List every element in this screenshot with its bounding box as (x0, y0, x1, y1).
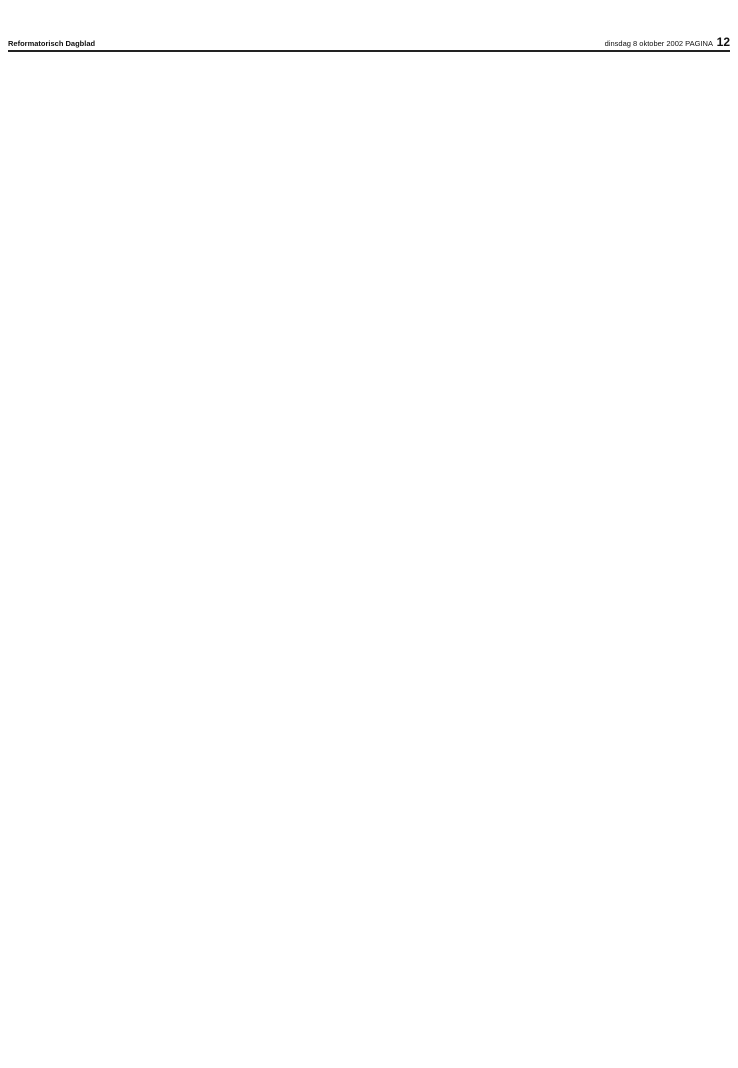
page-number: 12 (716, 35, 730, 49)
issue-date: dinsdag 8 oktober 2002 (604, 39, 684, 48)
publication-name: Reformatorisch Dagblad (8, 39, 96, 48)
page-label: PAGINA (685, 39, 713, 48)
page-info (605, 35, 730, 49)
masthead (8, 34, 730, 52)
